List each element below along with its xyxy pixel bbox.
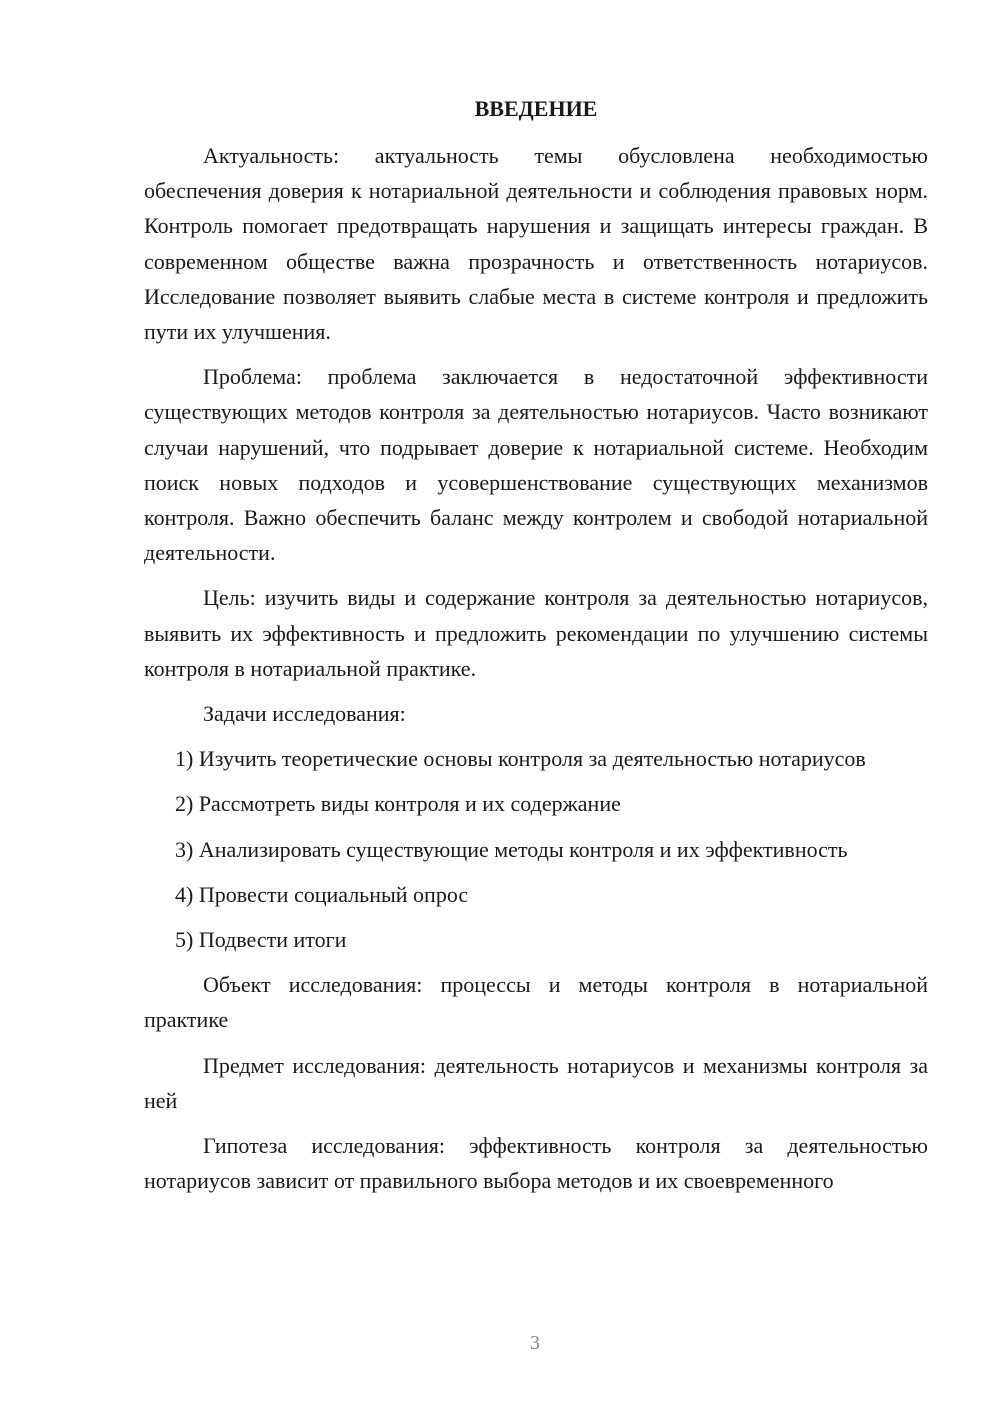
subject-paragraph: Предмет исследования: деятельность нотариусов и механизмы контроля за ней xyxy=(144,1052,928,1113)
task-item: 5) Подвести итоги xyxy=(175,927,347,953)
problem-paragraph: Проблема: проблема заключается в недостаточной эффективности существующих методов контроля за деятельностью нотариусов. Часто возникают случаи нарушений, что подрывает доверие к нотариальной системе. Необходим поиск новых подходов и усовершенствование существующих механизмов контроля. Важно обеспечить баланс между контролем и свободой нотариальной деятельности. xyxy=(144,364,928,566)
task-item: 4) Провести социальный опрос xyxy=(175,881,469,907)
page-number: 3 xyxy=(530,1332,540,1354)
goal-paragraph: Цель: изучить виды и содержание контроля за деятельностью нотариусов, выявить их эффективность и предложить рекомендации по улучшению системы контроля в нотариальной практике. xyxy=(144,585,928,681)
object-paragraph: Объект исследования: процессы и методы контроля в нотариальной практике xyxy=(144,972,928,1033)
hypothesis-paragraph: Гипотеза исследования: эффективность контроля за деятельностью нотариусов зависит от правильного выбора методов и их своевременного xyxy=(144,1133,928,1194)
tasks-heading: Задачи исследования: xyxy=(203,701,406,727)
relevance-paragraph: Актуальность: актуальность темы обусловлена необходимостью обеспечения доверия к нотариальной деятельности и соблюдения правовых норм. Контроль помогает предотвращать нарушения и защищать интересы граждан. В современном обществе важна прозрачность и ответственность нотариусов. Исследование позволяет выявить слабые места в системе контроля и предложить пути их улучшения. xyxy=(144,143,928,345)
task-item: 2) Рассмотреть виды контроля и их содержание xyxy=(175,791,621,817)
page-title: ВВЕДЕНИЕ xyxy=(474,96,598,121)
task-item: 1) Изучить теоретические основы контроля за деятельностью нотариусов xyxy=(175,746,866,772)
page-content xyxy=(144,94,928,1208)
task-item: 3) Анализировать существующие методы контроля и их эффективность xyxy=(175,836,848,862)
